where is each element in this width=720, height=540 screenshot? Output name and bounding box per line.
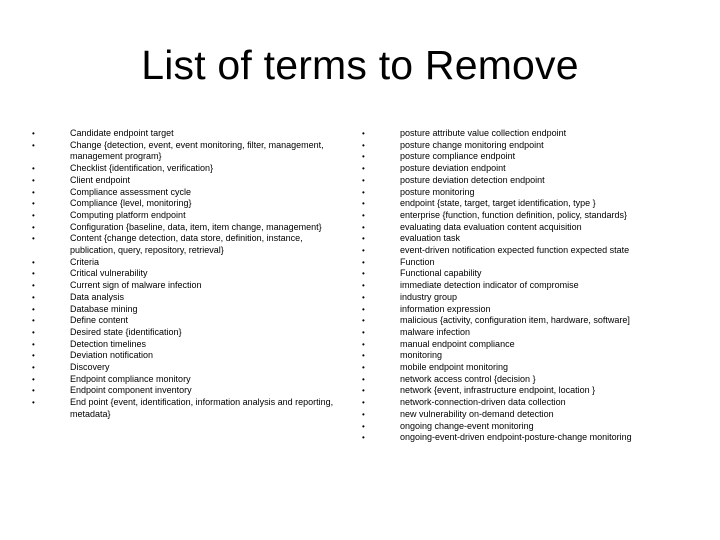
- term-text: Function: [400, 256, 435, 267]
- bullet-icon: •: [32, 339, 35, 349]
- list-item: [362, 420, 700, 433]
- bullet-icon: •: [362, 269, 365, 279]
- term-text: posture compliance endpoint: [400, 151, 516, 162]
- term-text: Critical vulnerability: [70, 268, 148, 279]
- list-item: [362, 198, 700, 210]
- list-item: [32, 373, 348, 386]
- term-text: posture attribute value collection endpoint: [400, 128, 567, 138]
- term-text: posture deviation detection endpoint: [400, 174, 545, 185]
- bullet-icon: •: [32, 140, 35, 150]
- term-text: immediate detection indicator of compromise: [400, 280, 579, 291]
- bullet-icon: •: [362, 140, 365, 150]
- list-item: [32, 385, 348, 397]
- term-text: new vulnerability on-demand detection: [400, 408, 554, 419]
- bullet-icon: •: [362, 421, 365, 431]
- bullet-icon: •: [362, 433, 365, 443]
- term-text: Database mining: [70, 303, 138, 314]
- term-text: enterprise {function, function definition, policy, standards}: [400, 209, 627, 220]
- term-text: Configuration {baseline, data, item, item change, management}: [70, 221, 322, 232]
- list-item: [32, 291, 348, 304]
- bullet-icon: •: [32, 222, 35, 232]
- bullet-icon: •: [362, 175, 365, 185]
- bullet-icon: •: [362, 257, 365, 267]
- term-text: mobile endpoint monitoring: [400, 362, 509, 373]
- term-text: endpoint {state, target, target identification, type }: [400, 198, 596, 209]
- term-text: Define content: [70, 315, 129, 326]
- list-item: [32, 303, 348, 316]
- bullet-icon: •: [362, 304, 365, 314]
- list-item: [362, 221, 700, 234]
- list-item: [362, 373, 700, 386]
- left-term-list: [32, 128, 348, 421]
- term-text: Discovery: [70, 362, 110, 373]
- list-item: [32, 326, 348, 339]
- bullet-icon: •: [362, 210, 365, 220]
- bullet-icon: •: [32, 234, 35, 244]
- list-item: [32, 315, 348, 327]
- list-item: [362, 397, 700, 409]
- bullet-icon: •: [362, 374, 365, 384]
- list-item: [32, 198, 348, 210]
- bullet-icon: •: [32, 351, 35, 361]
- bullet-icon: •: [362, 363, 365, 373]
- list-item: [32, 163, 348, 175]
- list-item: [32, 128, 348, 140]
- bullet-icon: •: [362, 351, 365, 361]
- bullet-icon: •: [32, 386, 35, 396]
- term-text: Endpoint component inventory: [70, 385, 192, 396]
- bullet-icon: •: [362, 386, 365, 396]
- list-item: [32, 139, 348, 163]
- list-item: [362, 233, 700, 245]
- bullet-icon: •: [362, 187, 365, 197]
- bullet-icon: •: [362, 281, 365, 291]
- list-item: [32, 186, 348, 199]
- list-item: [362, 256, 700, 269]
- term-text: malware infection: [400, 326, 471, 337]
- term-text: Change {detection, event, event monitoring, filter, management, management program}: [70, 139, 324, 162]
- term-text: posture monitoring: [400, 186, 475, 197]
- term-text: Content {change detection, data store, definition, instance, publication, query, repository, retrieval}: [70, 233, 303, 256]
- bullet-icon: •: [32, 199, 35, 209]
- list-item: [362, 350, 700, 362]
- bullet-icon: •: [32, 363, 35, 373]
- bullet-icon: •: [362, 409, 365, 419]
- list-item: [362, 268, 700, 280]
- list-item: [362, 163, 700, 175]
- bullet-icon: •: [32, 210, 35, 220]
- list-item: [32, 350, 348, 362]
- term-text: Checklist {identification, verification}: [70, 163, 214, 174]
- list-item: [32, 209, 348, 222]
- list-item: [32, 233, 348, 256]
- term-text: information expression: [400, 303, 491, 314]
- term-text: End point {event, identification, information analysis and reporting, metadata}: [70, 397, 334, 419]
- bullet-icon: •: [362, 152, 365, 162]
- list-item: [32, 362, 348, 374]
- term-text: Current sign of malware infection: [70, 280, 202, 291]
- list-item: [362, 209, 700, 222]
- list-item: [362, 326, 700, 339]
- term-text: Desired state {identification}: [70, 326, 182, 337]
- bullet-icon: •: [32, 374, 35, 384]
- term-text: ongoing-event-driven endpoint-posture-change monitoring: [400, 432, 632, 443]
- bullet-icon: •: [32, 292, 35, 302]
- term-text: network access control {decision }: [400, 373, 536, 384]
- term-text: Computing platform endpoint: [70, 209, 186, 220]
- term-text: posture deviation endpoint: [400, 163, 506, 174]
- list-item: [362, 245, 700, 257]
- list-item: [362, 303, 700, 316]
- term-text: Client endpoint: [70, 174, 131, 185]
- term-text: manual endpoint compliance: [400, 338, 515, 349]
- term-text: Data analysis: [70, 291, 125, 302]
- list-item: [362, 408, 700, 421]
- term-text: network-connection-driven data collection: [400, 397, 566, 408]
- term-text: Endpoint compliance monitory: [70, 373, 191, 384]
- bullet-icon: •: [362, 129, 365, 138]
- list-item: [362, 362, 700, 374]
- term-text: posture change monitoring endpoint: [400, 139, 544, 150]
- term-text: industry group: [400, 291, 458, 302]
- list-item: [362, 338, 700, 351]
- bullet-icon: •: [362, 316, 365, 326]
- bullet-icon: •: [32, 129, 35, 138]
- term-text: Compliance {level, monitoring}: [70, 198, 192, 209]
- bullet-icon: •: [32, 316, 35, 326]
- list-item: [362, 385, 700, 397]
- list-item: [362, 139, 700, 152]
- term-text: network {event, infrastructure endpoint, location }: [400, 385, 596, 396]
- list-item: [32, 268, 348, 280]
- list-item: [362, 151, 700, 163]
- bullet-icon: •: [362, 246, 365, 256]
- list-item: [362, 291, 700, 304]
- list-item: [32, 280, 348, 292]
- list-item: [32, 221, 348, 234]
- bullet-icon: •: [32, 398, 35, 408]
- bullet-icon: •: [32, 281, 35, 291]
- term-text: evaluation task: [400, 233, 461, 244]
- term-text: Deviation notification: [70, 350, 154, 361]
- bullet-icon: •: [32, 187, 35, 197]
- list-item: [362, 432, 700, 444]
- term-text: Compliance assessment cycle: [70, 186, 192, 197]
- term-text: Detection timelines: [70, 338, 147, 349]
- bullet-icon: •: [32, 164, 35, 174]
- bullet-icon: •: [362, 339, 365, 349]
- list-item: [362, 186, 700, 199]
- bullet-icon: •: [32, 257, 35, 267]
- list-item: [32, 256, 348, 269]
- bullet-icon: •: [362, 222, 365, 232]
- bullet-icon: •: [362, 234, 365, 244]
- right-term-list: [362, 128, 700, 444]
- list-item: [32, 338, 348, 351]
- list-item: [32, 397, 348, 420]
- list-item: [362, 280, 700, 292]
- term-text: monitoring: [400, 350, 443, 361]
- bullet-icon: •: [32, 327, 35, 337]
- bullet-icon: •: [32, 175, 35, 185]
- bullet-icon: •: [362, 292, 365, 302]
- list-item: [362, 174, 700, 187]
- bullet-icon: •: [362, 164, 365, 174]
- list-item: [32, 174, 348, 187]
- term-text: ongoing change-event monitoring: [400, 420, 534, 431]
- list-item: [362, 315, 700, 327]
- term-text: evaluating data evaluation content acquisition: [400, 221, 582, 232]
- term-text: malicious {activity, configuration item, hardware, software]: [400, 315, 630, 326]
- list-item: [362, 128, 700, 140]
- term-text: event-driven notification expected function expected state: [400, 245, 630, 256]
- bullet-icon: •: [362, 398, 365, 408]
- bullet-icon: •: [362, 199, 365, 209]
- term-text: Functional capability: [400, 268, 482, 279]
- bullet-icon: •: [32, 269, 35, 279]
- bullet-icon: •: [362, 327, 365, 337]
- bullet-icon: •: [32, 304, 35, 314]
- term-text: Candidate endpoint target: [70, 128, 174, 138]
- slide-title: List of terms to Remove: [141, 42, 579, 88]
- term-text: Criteria: [70, 256, 100, 267]
